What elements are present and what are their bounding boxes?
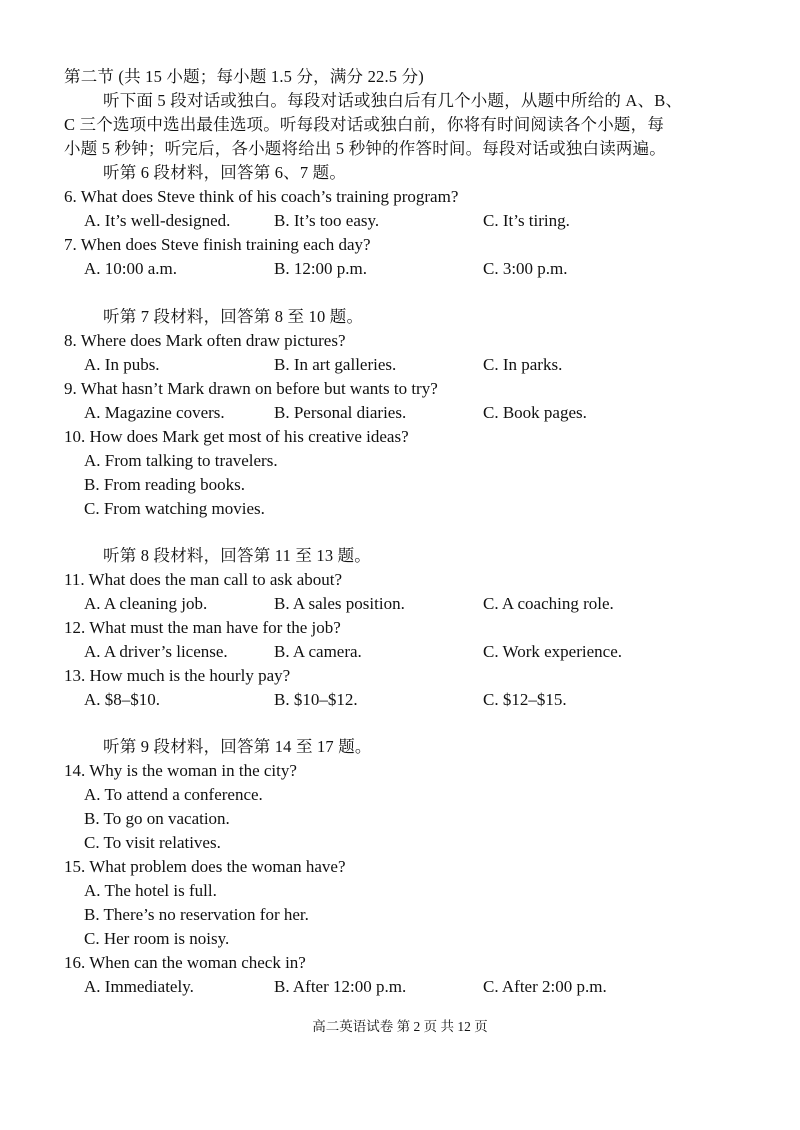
option-c: C. In parks. [483,355,563,374]
instruction-line: 听下面 5 段对话或独白。每段对话或独白后有几个小题，从题中所给的 A、B、 [103,91,683,110]
option-b: B. 12:00 p.m. [274,259,368,278]
option-a: A. Magazine covers. [84,403,225,422]
group-intro: 听第 6 段材料，回答第 6、7 题。 [103,163,347,182]
option-a: A. In pubs. [84,355,160,374]
question-stem: 7. When does Steve finish training each day? [64,235,371,254]
option-b: B. A sales position. [274,594,405,613]
option-c: C. Book pages. [483,403,587,422]
instruction-line: C 三个选项中选出最佳选项。听每段对话或独白前，你将有时间阅读各个小题，每 [64,115,665,134]
option-c: C. To visit relatives. [84,833,221,852]
option-c: C. 3:00 p.m. [483,259,568,278]
option-a: A. A driver’s license. [84,642,228,661]
option-a: A. A cleaning job. [84,594,208,613]
option-c: C. It’s tiring. [483,211,570,230]
option-b: B. There’s no reservation for her. [84,905,309,924]
group-intro: 听第 9 段材料，回答第 14 至 17 题。 [103,737,372,756]
option-c: C. After 2:00 p.m. [483,977,607,996]
question-stem: 10. How does Mark get most of his creative ideas? [64,427,409,446]
option-b: B. It’s too easy. [274,211,380,230]
option-b: B. From reading books. [84,475,246,494]
option-c: C. Work experience. [483,642,622,661]
question-stem: 8. Where does Mark often draw pictures? [64,331,346,350]
option-b: B. To go on vacation. [84,809,230,828]
question-stem: 11. What does the man call to ask about? [64,570,343,589]
option-a: A. The hotel is full. [84,881,217,900]
instruction-line: 小题 5 秒钟；听完后，各小题将给出 5 秒钟的作答时间。每段对话或独白读两遍。 [64,139,666,158]
option-a: A. 10:00 a.m. [84,259,178,278]
option-a: A. To attend a conference. [84,785,263,804]
option-b: B. Personal diaries. [274,403,407,422]
option-a: A. It’s well-designed. [84,211,231,230]
section-heading: 第二节 (共 15 小题；每小题 1.5 分，满分 22.5 分) [64,67,424,86]
option-c: C. From watching movies. [84,499,265,518]
option-a: A. Immediately. [84,977,194,996]
question-stem: 14. Why is the woman in the city? [64,761,297,780]
question-stem: 12. What must the man have for the job? [64,618,341,637]
group-intro: 听第 8 段材料，回答第 11 至 13 题。 [103,546,371,565]
option-b: B. After 12:00 p.m. [274,977,407,996]
group-intro: 听第 7 段材料，回答第 8 至 10 题。 [103,307,364,326]
page-footer: 高二英语试卷 第 2 页 共 12 页 [312,1019,488,1034]
option-a: A. $8–$10. [84,690,161,709]
option-c: C. A coaching role. [483,594,614,613]
question-stem: 13. How much is the hourly pay? [64,666,291,685]
question-stem: 9. What hasn’t Mark drawn on before but wants to try? [64,379,438,398]
question-stem: 16. When can the woman check in? [64,953,306,972]
option-b: B. In art galleries. [274,355,397,374]
option-b: B. A camera. [274,642,362,661]
question-stem: 15. What problem does the woman have? [64,857,346,876]
question-stem: 6. What does Steve think of his coach’s training program? [64,187,459,206]
option-a: A. From talking to travelers. [84,451,278,470]
option-c: C. Her room is noisy. [84,929,230,948]
option-c: C. $12–$15. [483,690,567,709]
option-b: B. $10–$12. [274,690,358,709]
